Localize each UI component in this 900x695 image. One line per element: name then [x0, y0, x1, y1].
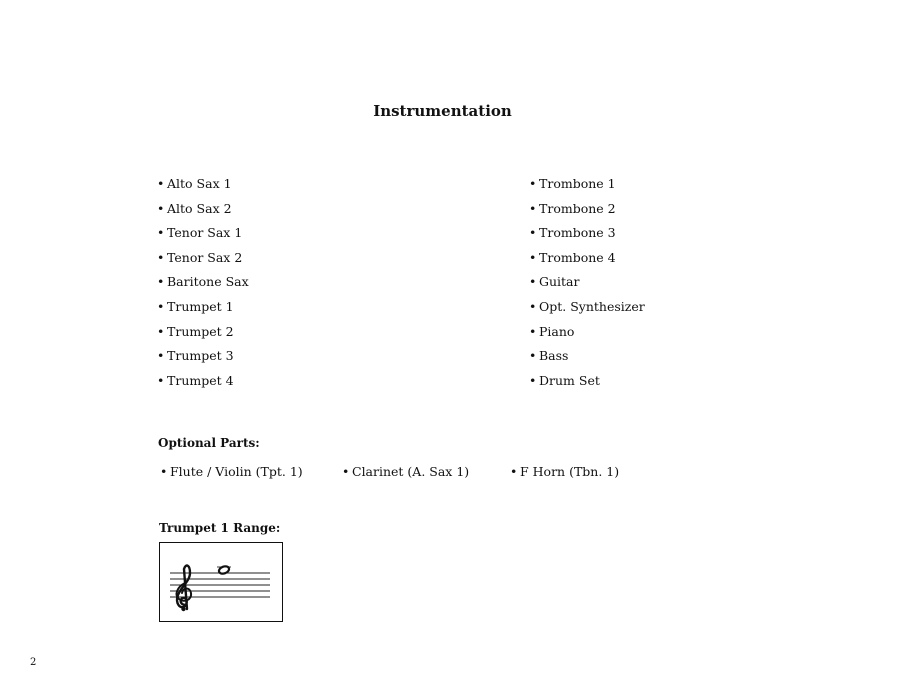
bullet: •: [160, 464, 168, 479]
instrument-label: Alto Sax 1: [167, 176, 232, 191]
list-item: [529, 372, 645, 397]
optional-part-item: [510, 464, 619, 479]
bullet: •: [529, 176, 537, 191]
bullet: •: [529, 249, 537, 265]
list-item: [157, 249, 249, 274]
bullet: •: [529, 298, 537, 314]
instrument-label: Trombone 1: [539, 176, 616, 191]
instrument-label: Bass: [539, 348, 569, 364]
optional-part-label: Clarinet (A. Sax 1): [352, 464, 470, 479]
optional-part-label: Flute / Violin (Tpt. 1): [170, 464, 303, 479]
list-item: [529, 298, 645, 323]
instrument-label: Tenor Sax 2: [167, 249, 243, 265]
list-item: [157, 347, 249, 372]
list-item: [529, 273, 645, 298]
instrument-label: Trumpet 3: [167, 348, 234, 364]
bullet: •: [157, 298, 165, 314]
bullet: •: [510, 464, 518, 479]
instrument-label: Trumpet 4: [167, 372, 234, 388]
list-item: [529, 323, 645, 348]
list-item: [529, 347, 645, 372]
optional-parts-heading: Optional Parts:: [158, 436, 260, 450]
bullet: •: [157, 225, 165, 241]
instrument-label: Opt. Synthesizer: [539, 298, 645, 314]
bullet: •: [157, 176, 165, 191]
list-item: [157, 372, 249, 397]
list-item: [157, 175, 249, 200]
bullet: •: [529, 274, 537, 290]
page-title: Instrumentation: [373, 102, 512, 120]
bullet: •: [157, 372, 165, 388]
instrument-label: Piano: [539, 323, 575, 339]
list-item: [157, 323, 249, 348]
instrument-label: Trumpet 1: [167, 298, 234, 314]
instrument-label: Baritone Sax: [167, 274, 249, 290]
instrument-list-left: [157, 175, 249, 396]
list-item: [157, 200, 249, 225]
bullet: •: [157, 249, 165, 265]
bullet: •: [342, 464, 350, 479]
page-number: 2: [30, 657, 37, 668]
list-item: [529, 175, 645, 200]
optional-part-label: F Horn (Tbn. 1): [520, 464, 620, 479]
list-item: [529, 224, 645, 249]
staff-graphic: [160, 543, 282, 621]
instrument-label: Drum Set: [539, 372, 600, 388]
list-item: [157, 224, 249, 249]
whole-note-icon: [217, 565, 231, 575]
bullet: •: [157, 348, 165, 364]
list-item: [529, 249, 645, 274]
instrument-label: Trombone 4: [539, 249, 616, 265]
bullet: •: [157, 323, 165, 339]
list-item: [157, 298, 249, 323]
instrument-label: Tenor Sax 1: [167, 225, 243, 241]
instrument-label: Alto Sax 2: [167, 200, 232, 216]
bullet: •: [529, 348, 537, 364]
bullet: •: [157, 274, 165, 290]
bullet: •: [529, 200, 537, 216]
instrument-label: Trombone 2: [539, 200, 616, 216]
bullet: •: [157, 200, 165, 216]
instrument-label: Trombone 3: [539, 225, 616, 241]
trumpet-range-staff: [159, 542, 283, 622]
instrument-label: Guitar: [539, 274, 580, 290]
bullet: •: [529, 323, 537, 339]
list-item: [157, 273, 249, 298]
bullet: •: [529, 225, 537, 241]
instrument-list-right: [529, 175, 645, 396]
list-item: [529, 200, 645, 225]
trumpet-range-heading: Trumpet 1 Range:: [159, 521, 281, 535]
optional-part-item: [160, 464, 303, 479]
treble-clef-icon: [177, 566, 192, 612]
optional-part-item: [342, 464, 469, 479]
bullet: •: [529, 372, 537, 388]
instrument-label: Trumpet 2: [167, 323, 234, 339]
